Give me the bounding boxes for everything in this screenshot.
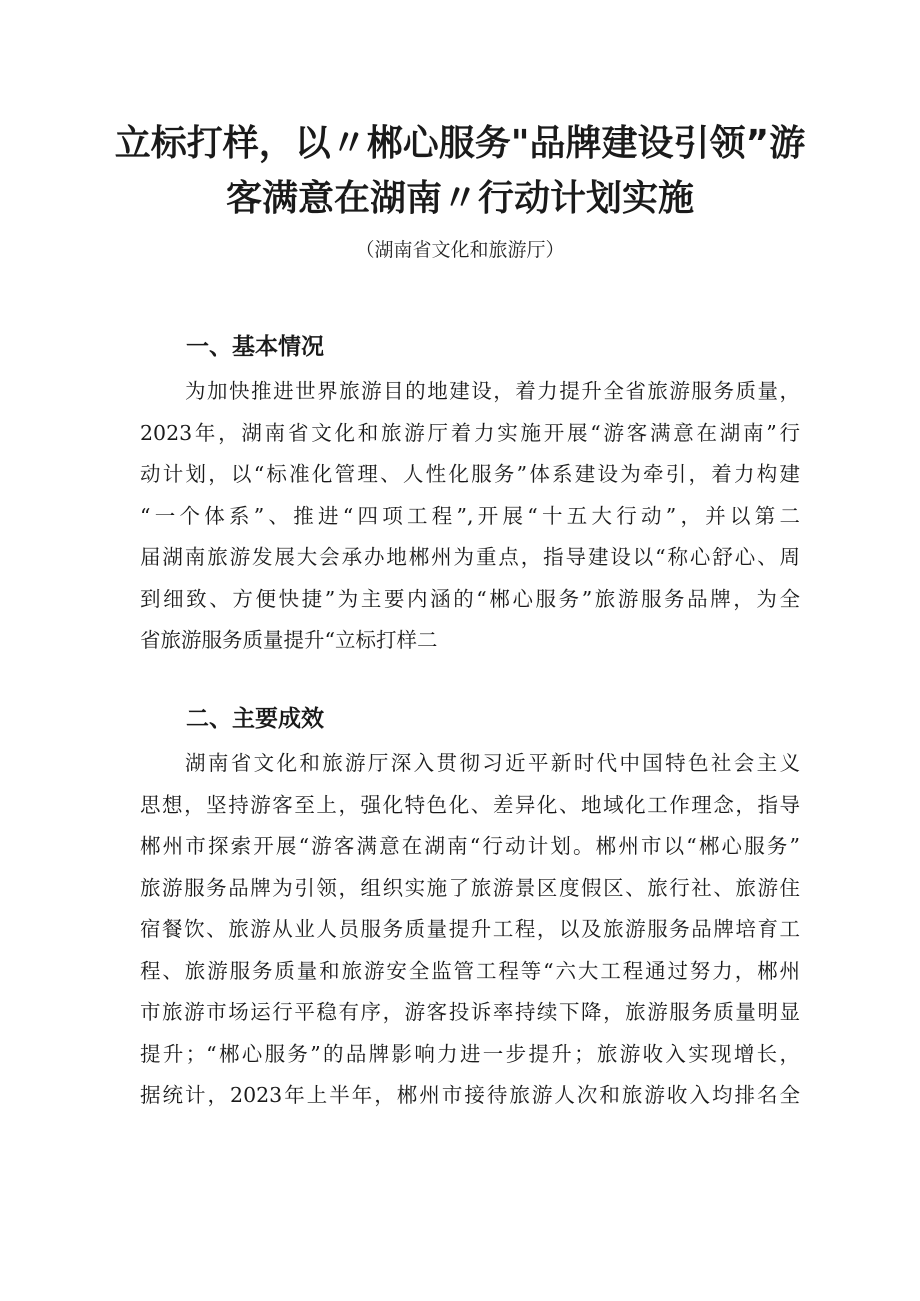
- section-paragraph-basic-situation: [140, 371, 800, 662]
- paragraph-line: 届湖南旅游发展大会承办地郴州为重点，指导建设以“称心舒心、周: [140, 545, 800, 569]
- paragraph-line: 为加快推进世界旅游目的地建设，着力提升全省旅游服务质量，: [185, 379, 800, 403]
- document-title-line-1: 立标打样，以〃郴心服务"品牌建设引领”游: [114, 123, 806, 164]
- paragraph-line: 据统计，2023年上半年，郴州市接待旅游人次和旅游收入均排名全: [140, 1083, 800, 1107]
- section-heading-main-results: 二、主要成效: [186, 706, 324, 732]
- paragraph-line: 到细致、方便快捷”为主要内涵的“郴心服务”旅游服务品牌，为全: [140, 586, 800, 611]
- section-heading-basic-situation: 一、基本情况: [186, 334, 324, 360]
- paragraph-line: 省旅游服务质量提升“立标打样二: [140, 628, 438, 652]
- document-author: （湖南省文化和旅游厅）: [355, 239, 565, 261]
- paragraph-line: “一个体系”、推进“四项工程”,开展“十五大行动”，并以第二: [140, 503, 800, 528]
- paragraph-line: 2023年，湖南省文化和旅游厅着力实施开展“游客满意在湖南”行: [140, 420, 800, 445]
- paragraph-line: 郴州市探索开展“游客满意在湖南“行动计划。郴州市以“郴心服务”: [140, 834, 800, 858]
- paragraph-line: 宿餐饮、旅游从业人员服务质量提升工程，以及旅游服务品牌培育工: [140, 917, 800, 941]
- section-paragraph-main-results: [140, 743, 800, 1117]
- document-title-line-2: 客满意在湖南〃行动计划实施: [225, 178, 694, 219]
- paragraph-line: 程、旅游服务质量和旅游安全监管工程等“六大工程通过努力，郴州: [140, 958, 800, 983]
- paragraph-line: 动计划，以“标准化管理、人性化服务”体系建设为牵引，着力构建: [140, 462, 800, 486]
- paragraph-line: 思想，坚持游客至上，强化特色化、差异化、地域化工作理念，指导: [140, 792, 800, 817]
- paragraph-line: 市旅游市场运行平稳有序，游客投诉率持续下降，旅游服务质量明显: [140, 1000, 800, 1024]
- paragraph-line: 提升；“郴心服务”的品牌影响力进一步提升；旅游收入实现增长，: [140, 1041, 800, 1066]
- paragraph-line: 湖南省文化和旅游厅深入贯彻习近平新时代中国特色社会主义: [185, 751, 800, 775]
- paragraph-line: 旅游服务品牌为引领，组织实施了旅游景区度假区、旅行社、旅游住: [140, 875, 800, 900]
